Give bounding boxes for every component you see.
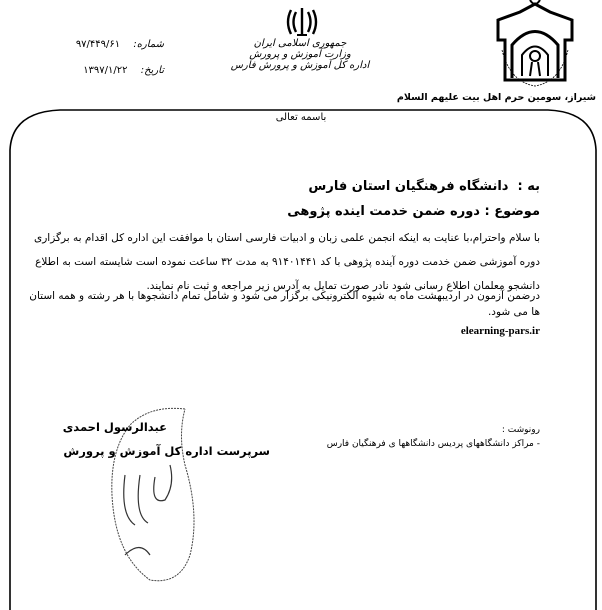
cc-label: رونوشت : [501,425,540,435]
recipient: به : دانشگاه فرهنگیان استان فارس [308,179,540,194]
invocation: باسمه تعالی [275,112,327,123]
institution-logo-icon [490,0,580,88]
body-line: درضمن آزمون در اردیبهشت ماه به شیوه الکترونیکی برگزار می شود و شامل تمام دانشجوها با هر رشته و همه استان [29,290,540,302]
number-label: شماره: [133,39,164,50]
letter-number [64,39,164,50]
number-value: ۹۷/۴۴۹/۶۱ [75,39,121,50]
letter-date [64,65,164,76]
date-value: ۱۳۹۷/۱/۲۲ [83,65,128,76]
website-link[interactable]: elearning-pars.ir [460,325,540,337]
emblem-line-country: جمهوری اسلامی ایران [253,38,347,49]
body-line: دوره آموزشی ضمن خدمت دوره آینده پژوهی با کد ۹۱۴۰۱۴۴۱ به مدت ۳۲ ساعت نموده است شایسته است به اطلاع [35,256,540,268]
date-label: تاریخ: [140,65,164,76]
body-line: دانشجو معلمان اطلاع رسانی شود نادر صورت تمایل به آدرس زیر مراجعه و ثبت نام نمایند. [146,280,540,292]
signatory-title: سرپرست اداره کل آموزش و پرورش [63,444,270,458]
cc-item: - مراکز دانشگاههای پردیس دانشگاهها ی فرهنگیان فارس [326,439,540,449]
emblem-line-ministry: وزارت آموزش و پرورش [249,49,351,60]
subject: موضوع : دوره ضمن خدمت اینده پژوهی [287,204,540,219]
body-line: ها می شود. [487,306,540,318]
emblem-line-department: اداره کل آموزش و پرورش فارس [230,60,370,71]
logo-caption: شیراز، سومین حرم اهل بیت علیهم السلام [396,92,596,103]
iran-emblem-icon [285,4,319,38]
body-line: با سلام واحترام،با عنایت به اینکه انجمن علمی زبان و ادبیات فارسی استان با موافقت این اداره کل اقدام به برگزاری [33,232,540,244]
signatory-name: عبدالرسول احمدی [62,420,167,434]
